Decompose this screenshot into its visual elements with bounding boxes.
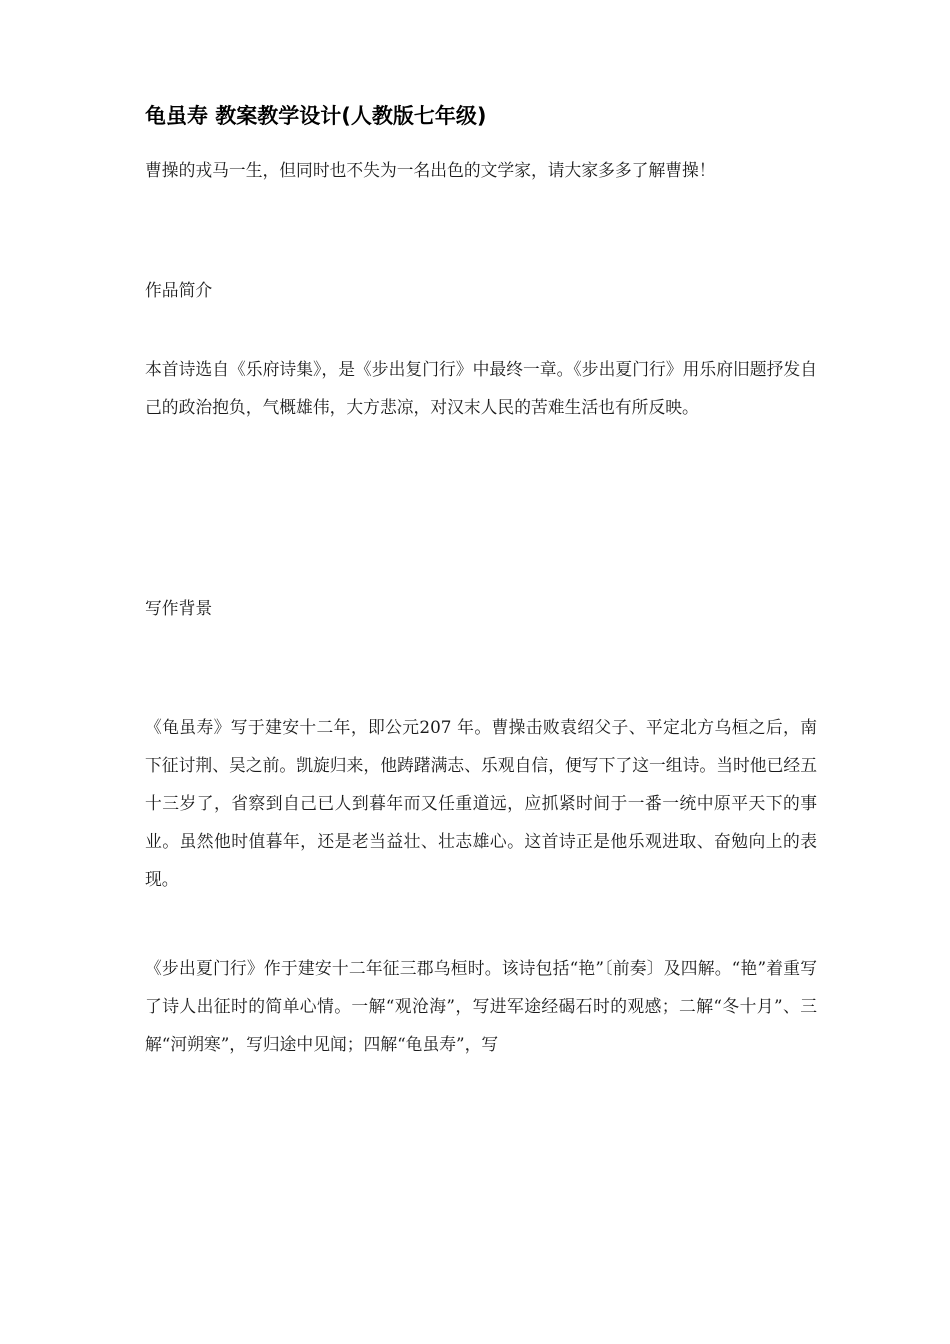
document-title: 龟虽寿 教案教学设计(人教版七年级) <box>145 104 487 128</box>
section-paragraph: 《龟虽寿》写于建安十二年，即公元207 年。曹操击败袁绍父子、平定北方乌桓之后，南下征讨荆、吴之前。凯旋归来，他踌躇满志、乐观自信，便写下了这一组诗。当时他已经五十三岁了，省察到自己已人到暮年而又任重道远，应抓紧时间于一番一统中原平天下的事业。虽然他时值暮年，还是老当益壮、壮志雄心。这首诗正是他乐观进取、奋勉向上的表现。 <box>145 717 817 889</box>
section-heading-works: 作品简介 <box>145 280 213 300</box>
intro-paragraph: 曹操的戎马一生，但同时也不失为一名出色的文学家，请大家多多了解曹操！ <box>145 160 716 180</box>
section-paragraph: 《步出夏门行》作于建安十二年征三郡乌桓时。该诗包括“艳”〔前奏〕及四解。“艳”着重写了诗人出征时的简单心情。一解“观沧海”，写进军途经碣石时的观感；二解“冬十月”、三解“河朔寒”，写归途中见闻；四解“龟虽寿”，写 <box>145 958 817 1054</box>
section-paragraph: 本首诗选自《乐府诗集》，是《步出复门行》中最终一章。《步出夏门行》用乐府旧题抒发自己的政治抱负，气概雄伟，大方悲凉，对汉末人民的苦难生活也有所反映。 <box>145 359 817 417</box>
section-heading-background: 写作背景 <box>145 598 213 618</box>
